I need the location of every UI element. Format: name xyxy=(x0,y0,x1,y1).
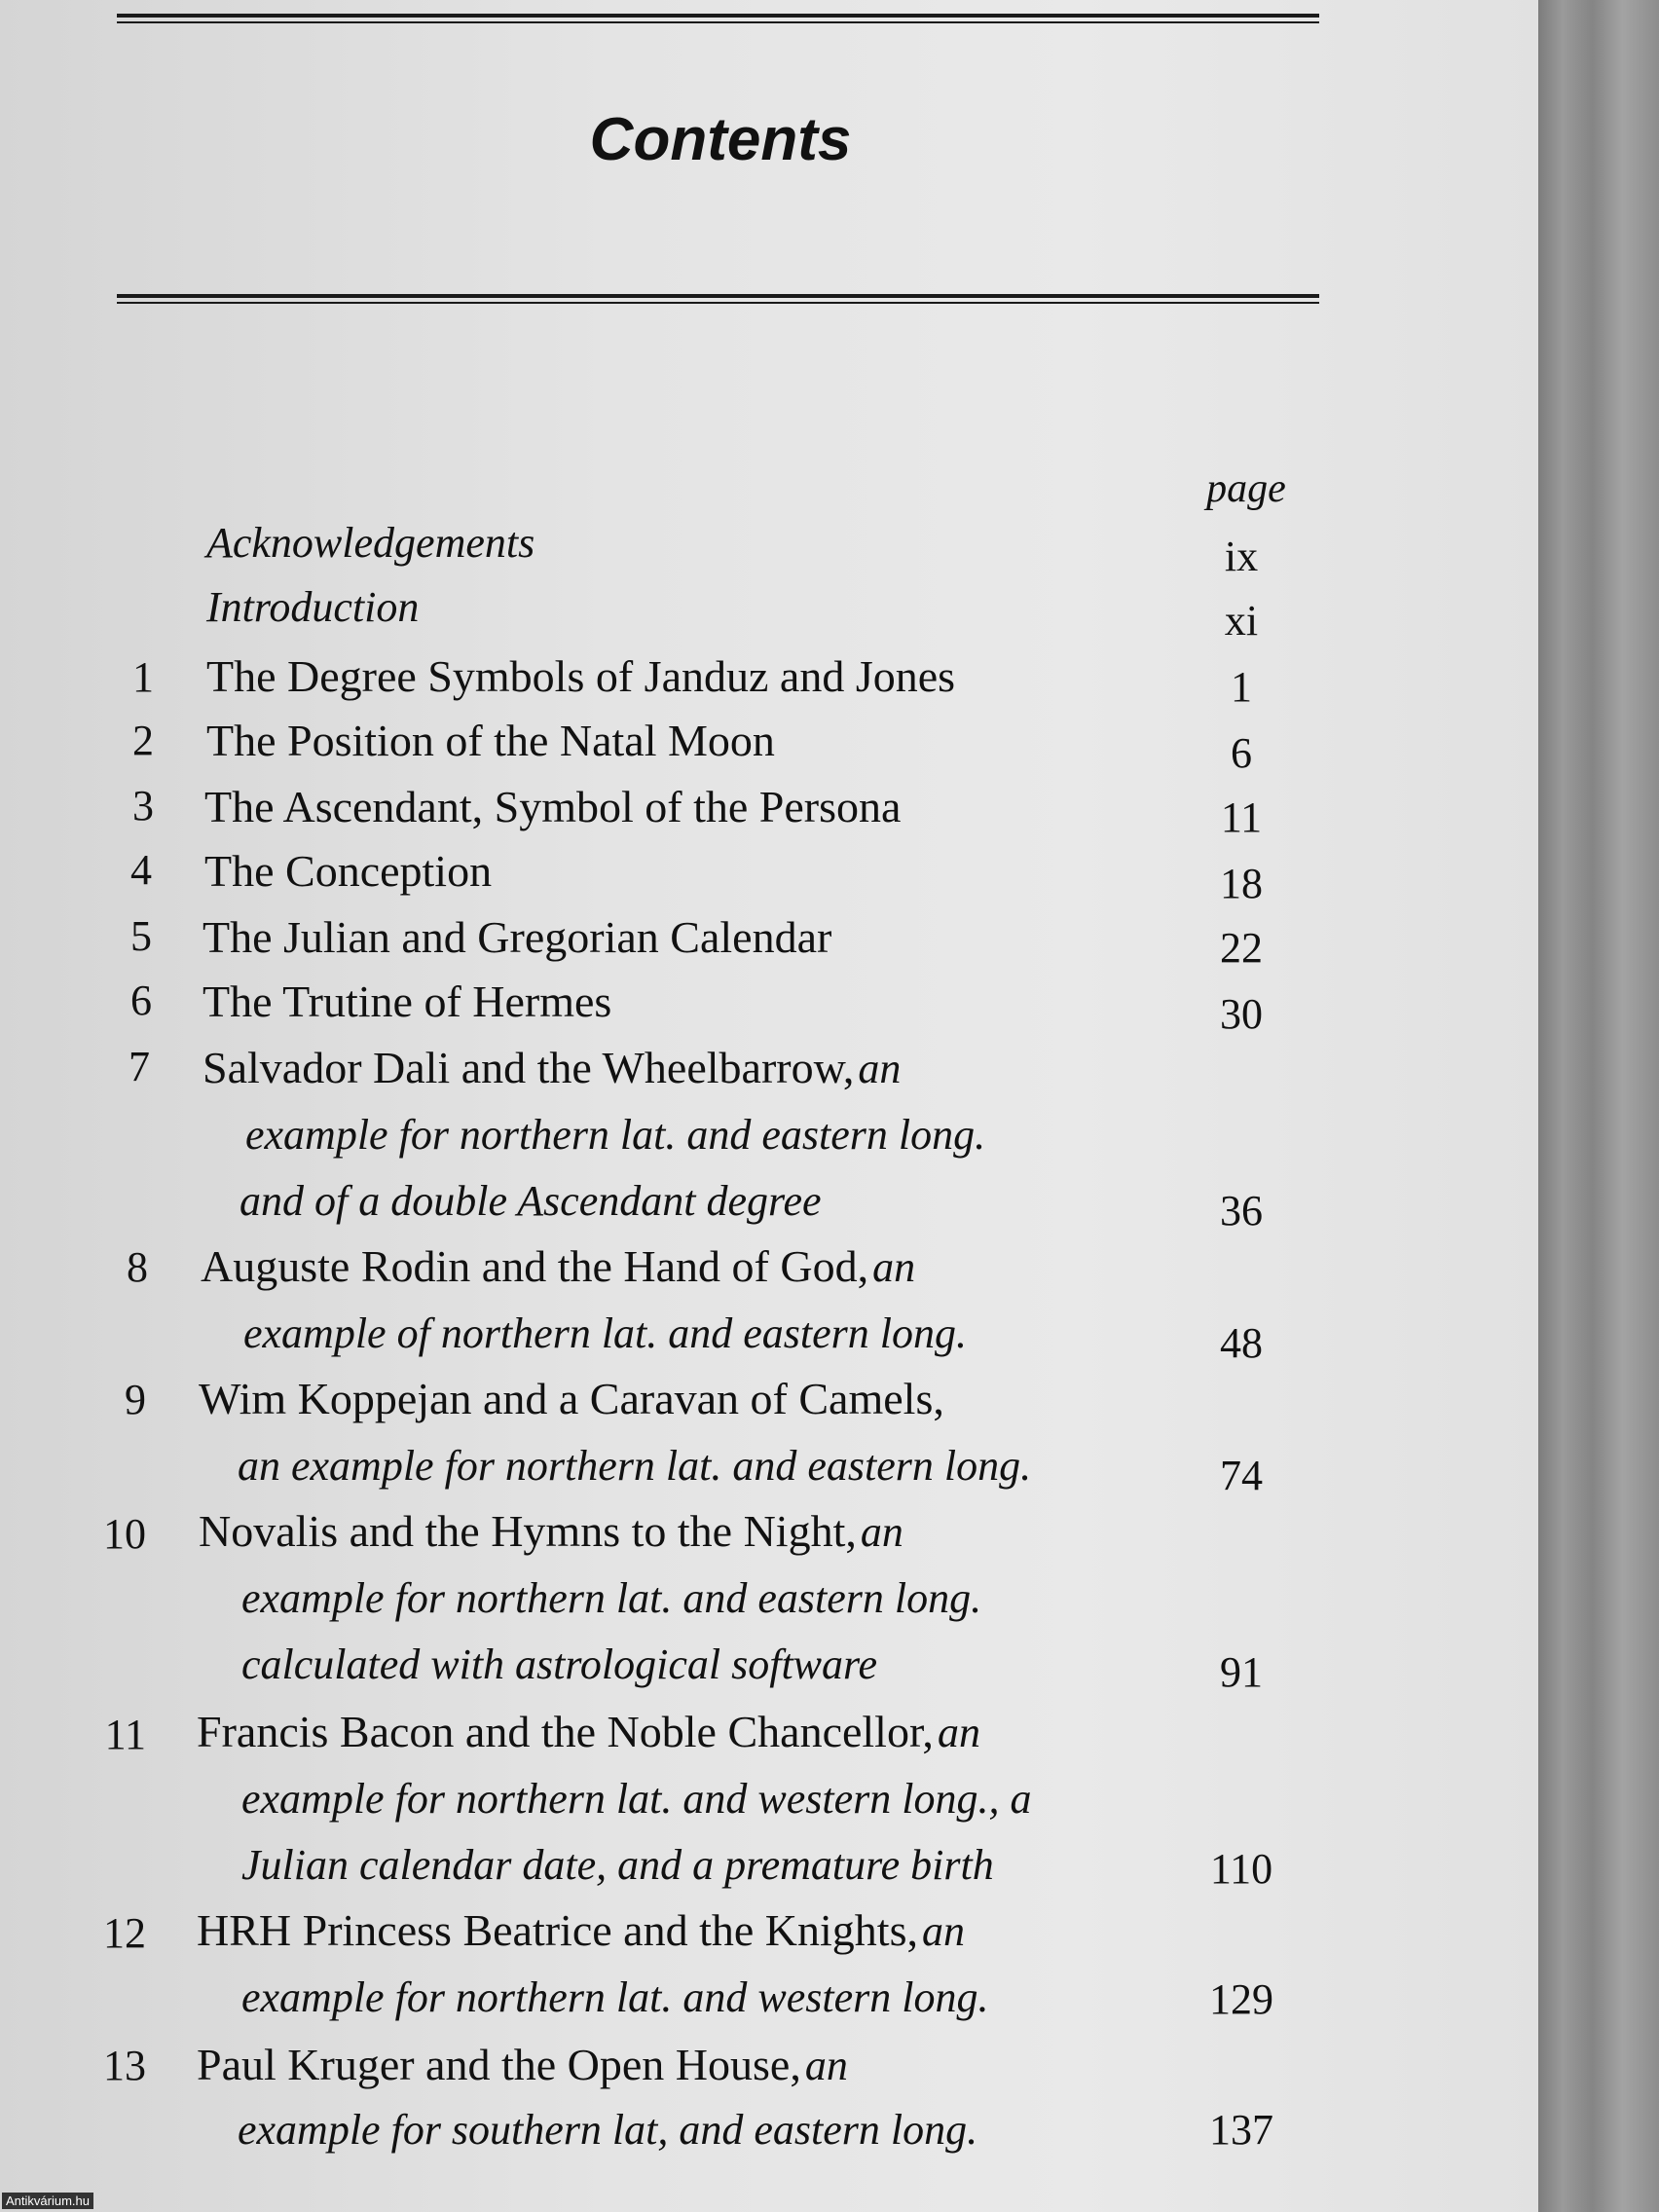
chapter-page: 22 xyxy=(1220,924,1263,972)
chapter-page: 48 xyxy=(1220,1319,1263,1367)
page-column-header: page xyxy=(1206,466,1286,511)
chapter-title: The Degree Symbols of Janduz and Jones xyxy=(206,651,956,701)
chapter-title: The Ascendant, Symbol of the Persona xyxy=(204,782,902,831)
chapter-title-line xyxy=(199,1505,903,1557)
toc-entry-title: Acknowledgements xyxy=(206,519,535,567)
chapter-subtitle-lead: an xyxy=(872,1243,916,1291)
toc-entry-page: ix xyxy=(1224,533,1259,580)
chapter-page: 1 xyxy=(1231,663,1252,711)
chapter-page: 11 xyxy=(1220,793,1263,841)
chapter-title: Wim Koppejan and a Caravan of Camels, xyxy=(199,1374,944,1423)
chapter-page: 110 xyxy=(1209,1845,1273,1893)
chapter-page: 6 xyxy=(1231,729,1252,777)
chapter-subtitle-lead: an xyxy=(804,2042,848,2089)
chapter-title: Paul Kruger and the Open House, xyxy=(197,2040,801,2089)
chapter-page: 91 xyxy=(1220,1648,1263,1696)
chapter-subtitle: example for northern lat. and eastern long. xyxy=(241,1574,982,1622)
toc-entry-title: Introduction xyxy=(206,583,420,631)
chapter-page: 137 xyxy=(1209,2106,1273,2154)
book-spine xyxy=(1538,0,1659,2212)
chapter-title-line xyxy=(197,2039,848,2090)
chapter-number: 7 xyxy=(129,1043,150,1090)
chapter-subtitle: example for northern lat. and western long. xyxy=(241,1973,989,2021)
chapter-title: Auguste Rodin and the Hand of God, xyxy=(201,1241,869,1291)
chapter-subtitle-lead: an xyxy=(860,1508,903,1556)
chapter-subtitle-lead: an xyxy=(858,1045,902,1092)
chapter-number: 3 xyxy=(132,782,154,830)
chapter-page: 36 xyxy=(1220,1187,1263,1235)
chapter-subtitle: and of a double Ascendant degree xyxy=(240,1177,822,1225)
chapter-number: 1 xyxy=(132,653,154,701)
chapter-title-line xyxy=(203,1042,901,1093)
chapter-subtitle: example for southern lat, and eastern long. xyxy=(238,2106,978,2154)
chapter-title: The Julian and Gregorian Calendar xyxy=(203,912,832,962)
chapter-title: Salvador Dali and the Wheelbarrow, xyxy=(203,1043,855,1092)
chapter-subtitle: Julian calendar date, and a premature birth xyxy=(241,1841,994,1889)
toc-entry-page: xi xyxy=(1224,597,1259,645)
chapter-number: 8 xyxy=(127,1243,148,1291)
chapter-title-line xyxy=(197,1706,980,1757)
watermark-credit: Antikvárium.hu xyxy=(2,2193,93,2209)
chapter-number: 5 xyxy=(130,912,152,960)
page-title: Contents xyxy=(589,106,852,173)
chapter-subtitle: example for northern lat. and western long., a xyxy=(241,1775,1032,1823)
chapter-title-line xyxy=(201,1240,915,1292)
chapter-number: 4 xyxy=(130,846,152,894)
chapter-subtitle: example for northern lat. and eastern long. xyxy=(245,1111,986,1159)
chapter-page: 129 xyxy=(1209,1975,1273,2023)
chapter-number: 9 xyxy=(125,1376,146,1423)
chapter-number: 11 xyxy=(104,1711,146,1758)
chapter-title: HRH Princess Beatrice and the Knights, xyxy=(197,1905,918,1955)
chapter-title: The Position of the Natal Moon xyxy=(206,716,775,765)
chapter-title: Francis Bacon and the Noble Chancellor, xyxy=(197,1707,934,1756)
chapter-number: 12 xyxy=(103,1909,146,1957)
chapter-number: 2 xyxy=(132,717,154,764)
chapter-subtitle: calculated with astrological software xyxy=(241,1641,878,1688)
chapter-subtitle-lead: an xyxy=(937,1709,980,1756)
chapter-title: The Trutine of Hermes xyxy=(203,977,612,1026)
chapter-number: 6 xyxy=(130,977,152,1024)
chapter-number: 10 xyxy=(103,1510,146,1558)
chapter-page: 74 xyxy=(1220,1452,1263,1499)
chapter-subtitle: example of northern lat. and eastern long. xyxy=(243,1309,968,1357)
chapter-title-line xyxy=(197,1904,965,1956)
chapter-page: 18 xyxy=(1220,860,1263,907)
chapter-title: The Conception xyxy=(204,846,493,896)
chapter-subtitle-lead: an xyxy=(921,1907,965,1955)
chapter-page: 30 xyxy=(1220,990,1263,1038)
chapter-subtitle: an example for northern lat. and eastern long. xyxy=(238,1442,1032,1490)
chapter-number: 13 xyxy=(103,2042,146,2089)
chapter-title: Novalis and the Hymns to the Night, xyxy=(199,1506,857,1556)
